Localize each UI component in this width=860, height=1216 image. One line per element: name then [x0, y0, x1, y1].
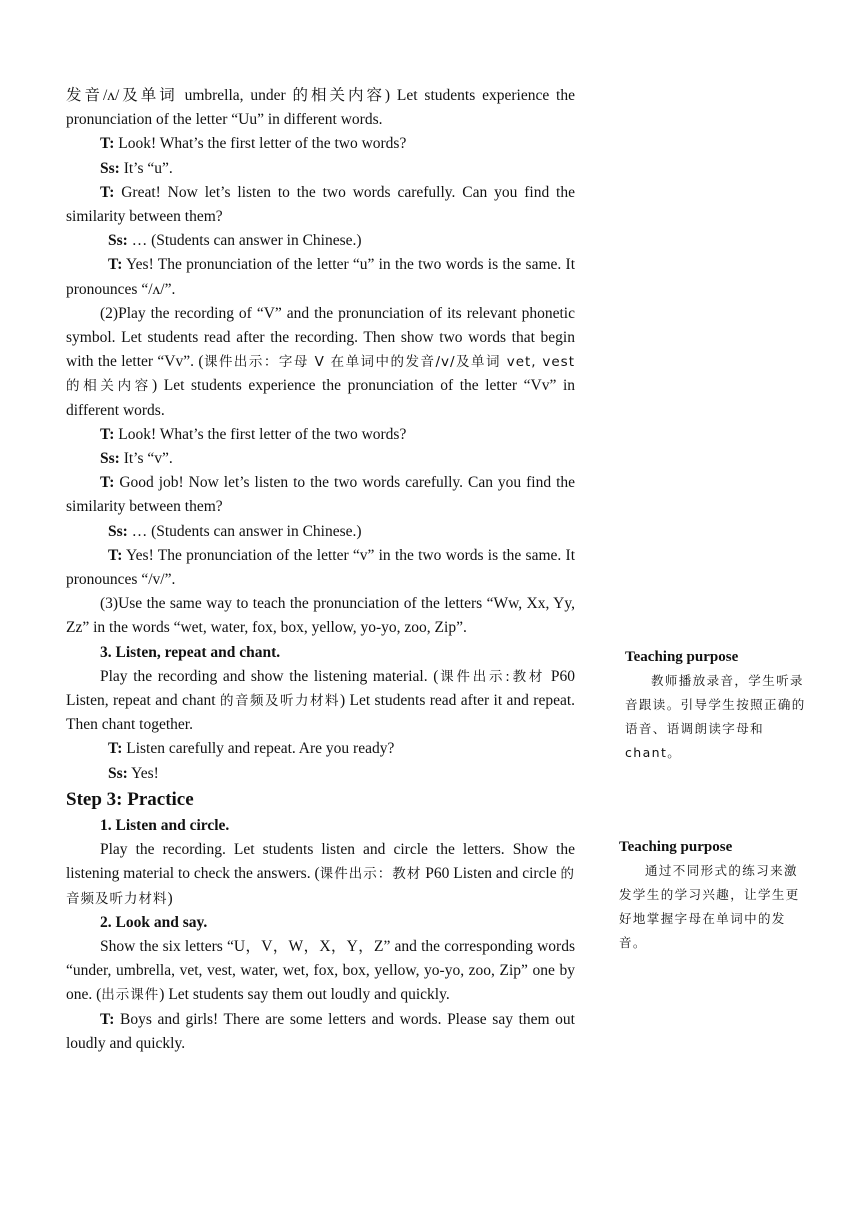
section-heading-listen-repeat-chant: 3. Listen, repeat and chant. [100, 643, 281, 661]
side-note-teaching-purpose [625, 645, 811, 765]
paragraph-other-letters: (3)Use the same way to teach the pronunciation of the letters “Ww, Xx, Yy, Zz” in the words “wet, water, fox, box, yellow, yo-yo, zoo, Zip”. [66, 595, 575, 637]
speaker-label: Ss: [108, 522, 128, 540]
dialogue-line [66, 762, 575, 786]
paragraph-text: ) Let students experience the pronunciation of the letter “Vv” in different words. [66, 377, 575, 419]
dialogue-text: Look! What’s the first letter of the two words? [114, 425, 407, 443]
speaker-label: T: [100, 1010, 115, 1028]
speaker-label: Ss: [100, 450, 120, 468]
dialogue-text: Great! Now let’s listen to the two words carefully. Can you find the similarity between them? [66, 183, 575, 226]
dialogue-line [66, 423, 575, 447]
dialogue-line [66, 132, 575, 156]
paragraph-text: ) [167, 889, 173, 907]
dialogue-text: Good job! Now let’s listen to the two words carefully. Can you find the similarity between them? [66, 474, 575, 516]
courseware-note: 的音频及听力材料 [66, 866, 576, 907]
dialogue-text: Look! What’s the first letter of the two words? [114, 135, 407, 153]
paragraph-look-say [66, 935, 575, 1008]
speaker-label: T: [100, 183, 115, 201]
speaker-label: T: [108, 740, 123, 758]
dialogue-text: Yes! [127, 764, 159, 782]
paragraph-text: P60 Listen, repeat and chant [66, 667, 575, 710]
section-heading-listen-circle: 1. Listen and circle. [100, 816, 230, 834]
dialogue-line [66, 737, 575, 761]
paragraph-text: Show the six letters “U，V，W，X，Y，Z” and the corresponding words “under, umbrella, vet, vest, water, wet, fox, box, yellow, yo-yo, zoo, Zip” one by one. ( [66, 937, 575, 1004]
section-heading-look-say: 2. Look and say. [100, 913, 208, 931]
dialogue-text: … (Students can answer in Chinese.) [127, 232, 362, 250]
paragraph-text: Play the recording. Let students listen and circle the letters. Show the listening material to check the answers. ( [66, 841, 575, 883]
speaker-label: Ss: [108, 232, 128, 250]
side-note-teaching-purpose [619, 835, 805, 955]
main-column [66, 84, 575, 1056]
dialogue-text: Listen carefully and repeat. Are you ready? [122, 740, 395, 758]
dialogue-line [66, 229, 575, 253]
paragraph-listen-circle [66, 838, 575, 911]
speaker-label: T: [100, 474, 115, 492]
side-note-title: Teaching purpose [625, 649, 739, 665]
courseware-note: 的音频及听力材料 [219, 693, 340, 710]
dialogue-text: Yes! The pronunciation of the letter “v” in the two words is the same. It pronounces “/v/”. [66, 546, 575, 589]
dialogue-text: Boys and girls! There are some letters and words. Please say them out loudly and quickly. [66, 1010, 575, 1052]
paragraph-text: (2)Play the recording of “V” and the pronunciation of its relevant phonetic symbol. Let students read after the recording. Then show two words that begin with the letter “Vv”. ( [66, 304, 575, 371]
courseware-note: 课件出示：教材 [319, 866, 422, 883]
dialogue-line [66, 471, 575, 519]
dialogue-line [66, 253, 575, 301]
speaker-label: T: [108, 256, 123, 274]
dialogue-line [66, 544, 575, 592]
paragraph-text: Play the recording and show the listening material. ( [100, 667, 439, 685]
paragraph-chant [66, 665, 575, 738]
dialogue-line [66, 181, 575, 229]
dialogue-text: … (Students can answer in Chinese.) [127, 522, 362, 540]
paragraph-intro: 发音/ʌ/及单词 umbrella, under 的相关内容) Let students experience the pronunciation of the letter “Uu” in different words. [66, 87, 575, 129]
speaker-label: Ss: [100, 159, 120, 177]
paragraph-text: ) Let students say them out loudly and quickly. [159, 986, 450, 1004]
dialogue-text: It’s “u”. [119, 159, 173, 177]
dialogue-text: It’s “v”. [119, 450, 173, 468]
side-note-title: Teaching purpose [619, 839, 733, 855]
courseware-note: 课件出示:教材 [438, 668, 546, 685]
step-heading: Step 3: Practice [66, 788, 194, 810]
speaker-label: T: [108, 546, 123, 564]
courseware-note: 出示课件 [101, 987, 160, 1004]
dialogue-line [66, 447, 575, 471]
paragraph-text: P60 Listen and circle [421, 865, 561, 883]
dialogue-line [66, 1008, 575, 1056]
paragraph-text: ) Let students read after it and repeat. Then chant together. [66, 692, 576, 734]
speaker-label: Ss: [108, 764, 128, 782]
courseware-note: 课件出示：字母 V 在单词中的发音/v/及单词 vet, vest 的相关内容 [66, 354, 575, 395]
speaker-label: T: [100, 425, 115, 443]
paragraph-letter-v [66, 302, 575, 423]
side-note-body: 通过不同形式的练习来激发学生的学习兴趣，让学生更好地掌握字母在单词中的发音。 [619, 863, 800, 950]
speaker-label: T: [100, 135, 115, 153]
dialogue-line [66, 157, 575, 181]
dialogue-line [66, 520, 575, 544]
side-note-body: 教师播放录音，学生听录音跟读。引导学生按照正确的语音、语调朗读字母和 chant。 [625, 673, 806, 760]
dialogue-text: Yes! The pronunciation of the letter “u” in the two words is the same. It pronounces “/ʌ/”. [66, 256, 575, 298]
